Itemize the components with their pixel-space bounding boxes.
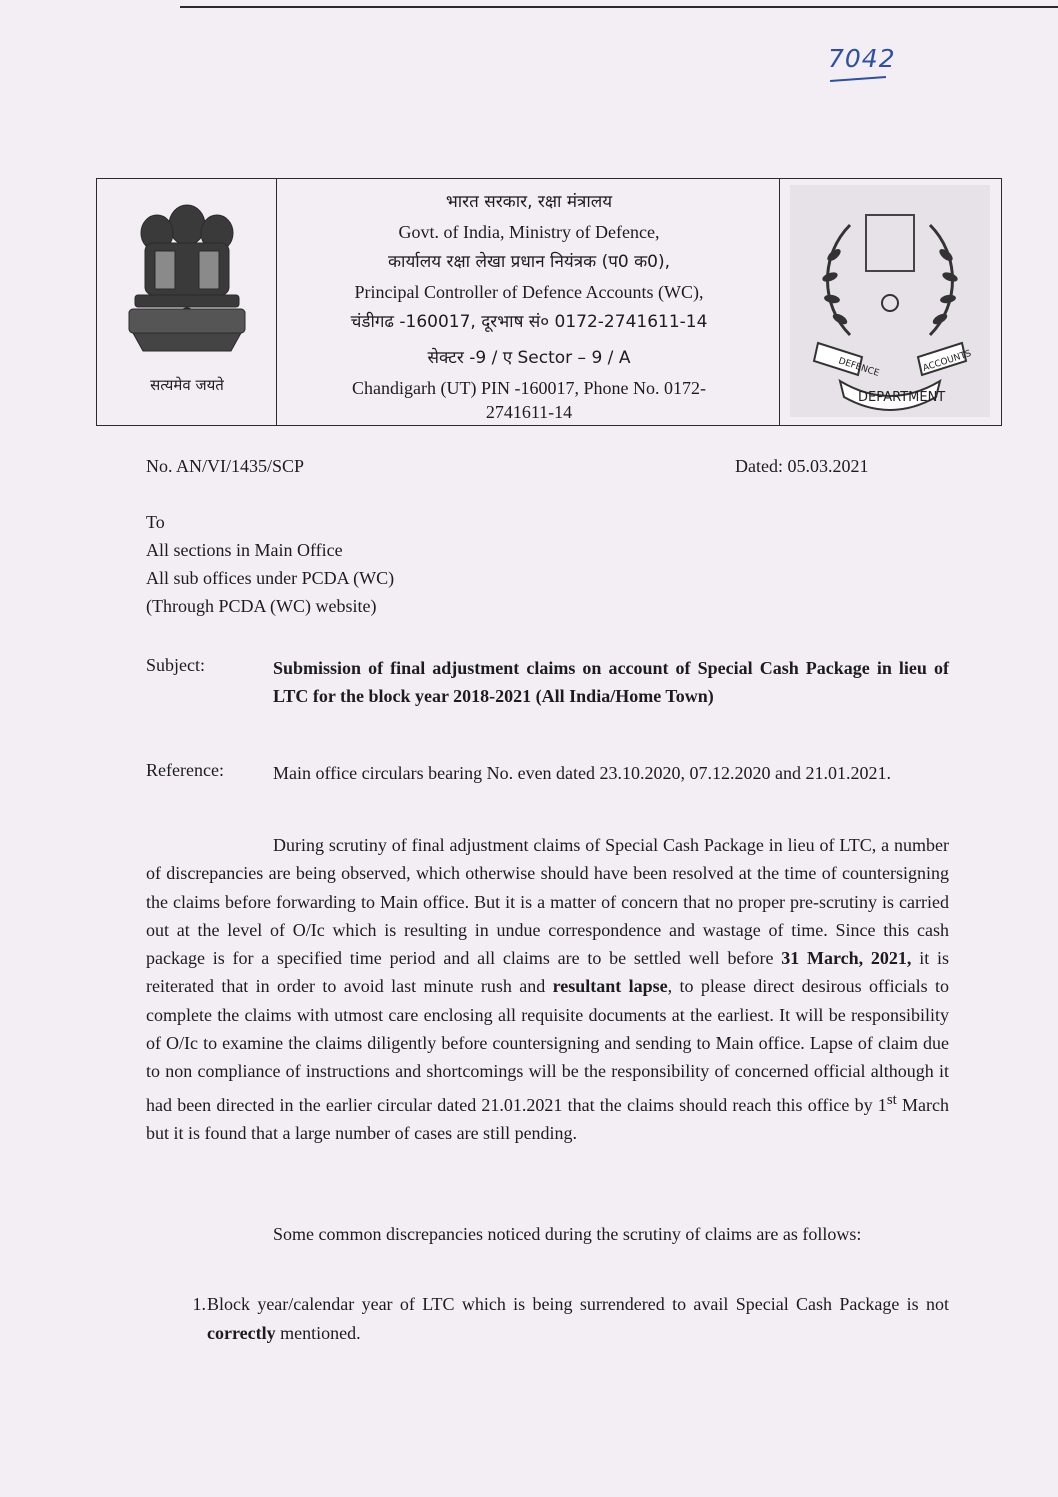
subject-label: Subject: [146,655,205,675]
para1-part-e: , to please direct desirous officials to complete the claims with utmost care enclosing all requisite documents at the earliest. It will be responsibility of O/Ic to examine the claims diligently before countersigning and sending to Main office. Lapse of claim due to non compliance of instructions and shortcomings will be the responsibility of concerned official although it had been directed in the earlier circular dated 21.01.2021 that the claims should reach this office by 1 [146,976,949,1115]
reference-label: Reference: [146,760,224,780]
header-line-hindi-3: चंडीगढ -160017, दूरभाष सं० 0172-2741611-14 [350,312,708,332]
emblem-motto: सत्यमेव जयते [150,376,224,394]
national-emblem-icon [119,191,255,369]
scan-top-edge [180,6,1058,8]
address-line-3: (Through PCDA (WC) website) [146,596,377,616]
header-line-phone: 2741611-14 [485,402,573,422]
body-paragraph-2: Some common discrepancies noticed during the scrutiny of claims are as follows: [273,1224,862,1244]
logo-text-left: DEFENCE [837,356,881,379]
para1-part-a: During scrutiny of final adjustment claims of Special Cash Package in lieu of LTC, a number of discrepancies are being observed, which otherwise should have been resolved at the time of countersigning the claims before forwarding to Main office. But it is a matter of concern that no proper pre-scrutiny is carried out at the level of O/Ic which is resulting in undue correspondence and wastage of time. Since this cash package is for a specified time period and all claims are to be settled well before [146,835,949,969]
list-item-text: Block year/calendar year of LTC which is being surrendered to avail Special Cash Package is not correctly mentioned. [207,1294,949,1343]
para1-lapse: resultant lapse [552,976,668,997]
address-line-2: All sub offices under PCDA (WC) [146,568,395,588]
address-to: To [146,512,165,532]
list-item-number: 1. [192,1294,206,1314]
header-line-pcda: Principal Controller of Defence Accounts (WC), [354,282,704,302]
para1-part-c: it is reiterated that in order to avoid last minute rush and [146,948,950,997]
reference-text: Main office circulars bearing No. even dated 23.10.2020, 07.12.2020 and 21.01.2021. [273,763,892,783]
header-line-govt: Govt. of India, Ministry of Defence, [398,222,660,242]
handwritten-underline [830,76,886,82]
header-line-address: Chandigarh (UT) PIN -160017, Phone No. 0172- [352,378,706,398]
para1-deadline: 31 March, 2021, [781,948,912,969]
subject-text: Submission of final adjustment claims on account of Special Cash Package in lieu of LTC for the block year 2018-2021 (All India/Home Town) [273,658,949,706]
header-line-hindi-2: कार्यालय रक्षा लेखा प्रधान नियंत्रक (प0 क0), [387,252,671,272]
letterhead [96,178,1002,426]
header-line-hindi-1: भारत सरकार, रक्षा मंत्रालय [445,192,613,212]
para1-superscript: st [886,1091,897,1108]
address-line-1: All sections in Main Office [146,540,343,560]
defence-accounts-logo-icon [790,185,990,417]
body-paragraph-1 [146,831,949,1147]
header-line-sector: सेक्टर -9 / ए Sector – 9 / A [427,348,631,368]
letter-date: Dated: 05.03.2021 [735,456,869,476]
list-item-emphasis: correctly [207,1322,276,1343]
logo-text-bottom: DEPARTMENT [858,390,946,405]
emblem-cell [97,179,277,425]
para1-part-f: March but it is found that a large number of cases are still pending. [146,1094,950,1143]
handwritten-file-number: 7042 [828,44,896,73]
letter-number: No. AN/VI/1435/SCP [146,456,305,476]
department-logo-cell [779,179,1001,425]
logo-text-right: ACCOUNTS [921,348,973,374]
